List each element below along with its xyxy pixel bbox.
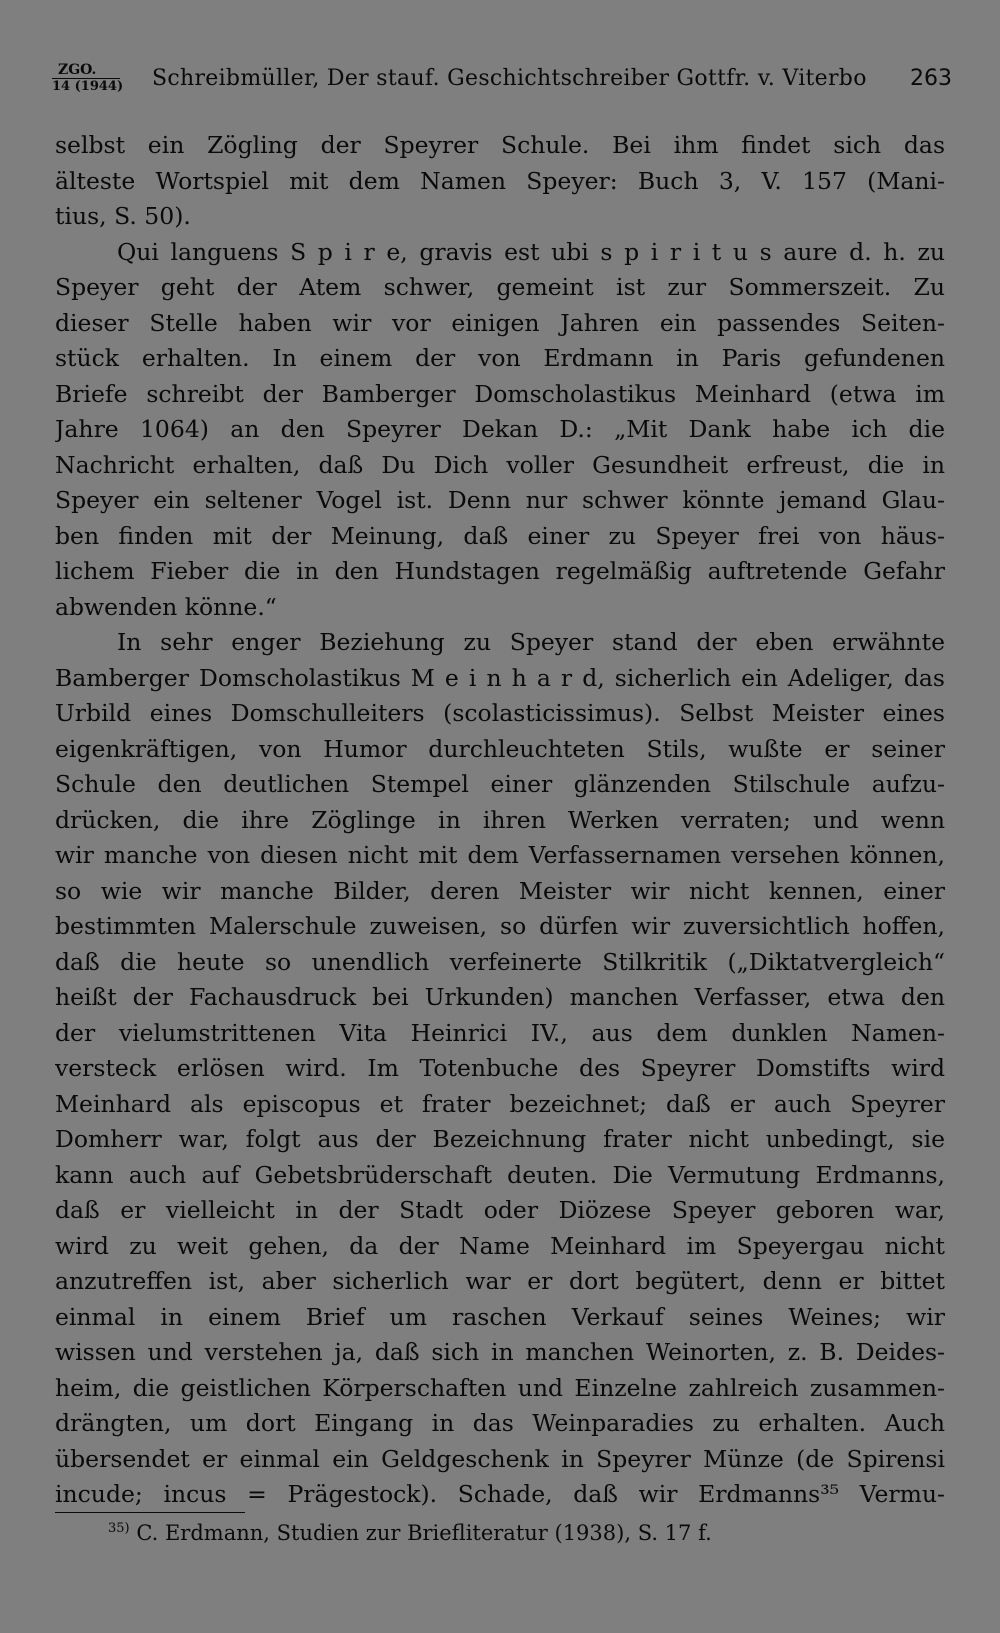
text-line: daß er vielleicht in der Stadt oder Diözese Speyer geboren war, (55, 1196, 945, 1224)
page-header (52, 56, 952, 106)
text-line: stück erhalten. In einem der von Erdmann in Paris gefundenen (55, 344, 945, 372)
text-line: bestimmten Malerschule zuweisen, so dürfen wir zuversichtlich hoffen, (55, 912, 945, 940)
footnote-marker: 35) (108, 1521, 130, 1536)
text-line: eigenkräftigen, von Humor durchleuchteten Stils, wußte er seiner (55, 734, 945, 763)
text-line: kann auch auf Gebetsbrüderschaft deuten. Die Vermutung Erdmanns, (55, 1160, 945, 1189)
text-line: übersendet er einmal ein Geldgeschenk in Speyrer Münze (de Spirensi (55, 1444, 945, 1473)
paragraph-start-line: In sehr enger Beziehung zu Speyer stand der eben erwähnte (117, 628, 945, 656)
text-line: versteck erlösen wird. Im Totenbuche des Speyrer Domstifts wird (55, 1054, 945, 1082)
footnote (108, 1521, 712, 1545)
running-title: Schreibmüller, Der stauf. Geschichtschreiber Gottfr. v. Viterbo (152, 66, 867, 91)
text-line: dieser Stelle haben wir vor einigen Jahren ein passendes Seiten- (55, 308, 945, 337)
text-line: selbst ein Zögling der Speyrer Schule. Bei ihm findet sich das (55, 131, 945, 159)
text-line: lichem Fieber die in den Hundstagen regelmäßig auftretende Gefahr (55, 557, 945, 585)
text-line: tius, S. 50). (55, 202, 191, 230)
text-line: wird zu weit gehen, da der Name Meinhard im Speyergau nicht (55, 1231, 945, 1260)
text-line: Meinhard als episcopus et frater bezeichnet; daß er auch Speyrer (55, 1089, 945, 1118)
footnote-divider (55, 1512, 245, 1513)
text-line: abwenden könne.“ (55, 592, 277, 621)
text-line: wissen und verstehen ja, daß sich in manchen Weinorten, z. B. Deides- (55, 1338, 945, 1366)
text-line: daß die heute so unendlich verfeinerte Stilkritik („Diktatvergleich“ (55, 947, 945, 976)
text-line: Speyer geht der Atem schwer, gemeint ist zur Sommerszeit. Zu (55, 273, 945, 301)
text-line: Speyer ein seltener Vogel ist. Denn nur schwer könnte jemand Glau- (55, 486, 945, 514)
footnote-text: C. Erdmann, Studien zur Briefliteratur (1938), S. 17 f. (136, 1521, 712, 1545)
text-line: Bamberger Domscholastikus M e i n h a r d, sicherlich ein Adeliger, das (55, 663, 945, 692)
text-line: ben finden mit der Meinung, daß einer zu Speyer frei von häus- (55, 521, 945, 550)
text-line: älteste Wortspiel mit dem Namen Speyer: Buch 3, V. 157 (Mani- (55, 166, 945, 195)
text-line: heißt der Fachausdruck bei Urkunden) manchen Verfasser, etwa den (55, 983, 945, 1011)
text-line: Schule den deutlichen Stempel einer glänzenden Stilschule aufzu- (55, 770, 945, 798)
text-line: heim, die geistlichen Körperschaften und Einzelne zahlreich zusammen- (55, 1373, 945, 1402)
text-line: der vielumstrittenen Vita Heinrici IV., aus dem dunklen Namen- (55, 1018, 945, 1047)
text-line: Jahre 1064) an den Speyrer Dekan D.: „Mit Dank habe ich die (55, 415, 945, 443)
text-line: Nachricht erhalten, daß Du Dich voller Gesundheit erfreust, die in (55, 450, 945, 479)
text-line: incude; incus = Prägestock). Schade, daß wir Erdmanns³⁵ Vermu- (55, 1480, 945, 1508)
text-line: Urbild eines Domschulleiters (scolasticissimus). Selbst Meister eines (55, 699, 945, 727)
text-line: anzutreffen ist, aber sicherlich war er dort begütert, denn er bittet (55, 1267, 945, 1295)
text-line: Domherr war, folgt aus der Bezeichnung frater nicht unbedingt, sie (55, 1125, 945, 1153)
journal-volume: 14 (1944) (52, 79, 124, 94)
text-line: Briefe schreibt der Bamberger Domscholastikus Meinhard (etwa im (55, 379, 945, 408)
text-line: wir manche von diesen nicht mit dem Verfassernamen versehen können, (55, 841, 945, 869)
verse-quote-line: Qui languens S p i r e, gravis est ubi s p i r i t u s aure d. h. zu (117, 237, 945, 266)
text-line: drücken, die ihre Zöglinge in ihren Werken verraten; und wenn (55, 805, 945, 834)
text-line: einmal in einem Brief um raschen Verkauf seines Weines; wir (55, 1302, 945, 1331)
journal-reference (52, 62, 132, 95)
journal-abbreviation: ZGO. (52, 62, 120, 79)
text-line: so wie wir manche Bilder, deren Meister wir nicht kennen, einer (55, 876, 945, 905)
page-number: 263 (910, 66, 952, 91)
text-line: drängten, um dort Eingang in das Weinparadies zu erhalten. Auch (55, 1409, 945, 1437)
body-text (55, 128, 945, 1513)
